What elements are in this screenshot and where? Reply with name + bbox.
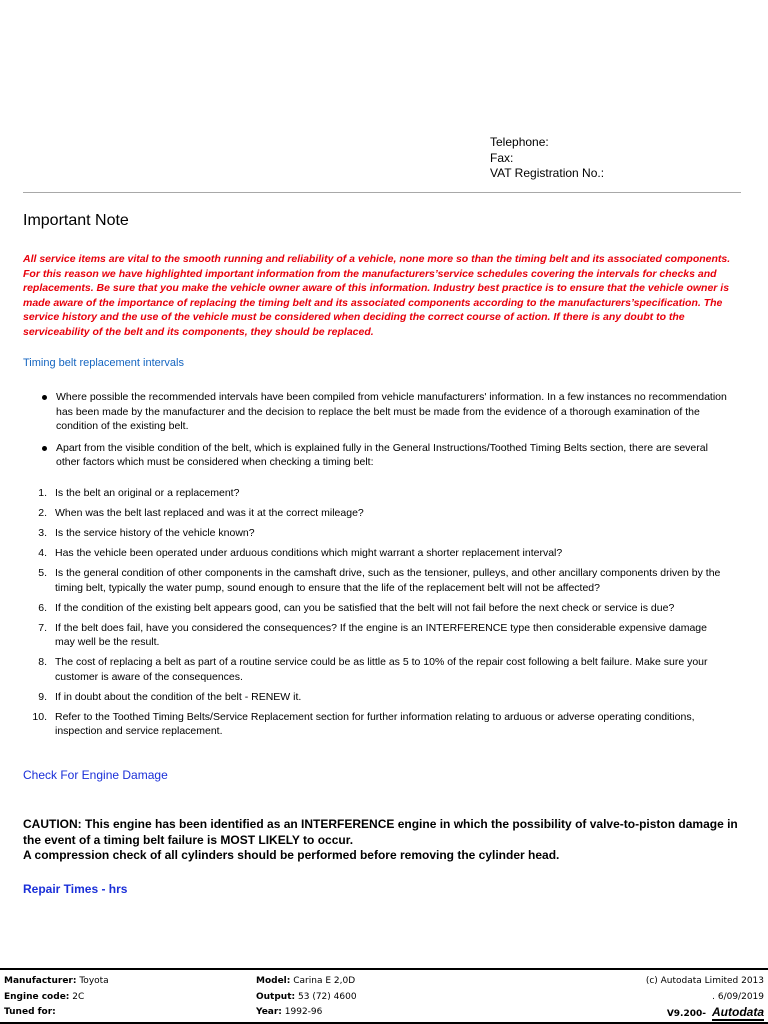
output-row	[256, 990, 357, 1006]
bullet-icon	[42, 446, 47, 451]
item-number: 1.	[38, 487, 47, 499]
list-item	[23, 601, 728, 616]
item-text: If in doubt about the condition of the belt - RENEW it.	[55, 690, 302, 703]
output-label: Output:	[256, 991, 296, 1002]
engine-code-value: 2C	[72, 991, 85, 1002]
year-label: Year:	[256, 1007, 282, 1017]
bullet-item	[40, 390, 730, 434]
list-item	[23, 546, 728, 561]
item-number: 10.	[32, 710, 47, 723]
item-number: 5.	[38, 567, 47, 579]
list-item	[23, 506, 728, 521]
version-row	[646, 1005, 764, 1023]
model-row	[256, 974, 357, 990]
tuned-for-label: Tuned for:	[4, 1007, 56, 1017]
item-text: Is the general condition of other components in the camshaft drive, such as the tensioner, pulleys, and other ancillary components driven by the timing belt, typically the water pump, sound enough to ensure that the life of the replacement belt will not be affected?	[55, 567, 721, 594]
footer-model-col	[256, 974, 357, 1021]
manufacturer-value: Toyota	[79, 976, 109, 986]
repair-times-heading: Repair Times - hrs	[23, 882, 128, 896]
item-number: 2.	[38, 507, 47, 519]
engine-damage-heading: Check For Engine Damage	[23, 768, 168, 782]
year-value: 1992-96	[284, 1007, 323, 1017]
list-item	[23, 621, 728, 650]
list-item	[23, 566, 728, 595]
engine-code-label: Engine code:	[4, 991, 70, 1002]
model-value: Carina E 2,0D	[293, 976, 356, 986]
page-title: Important Note	[23, 212, 129, 229]
engine-code-row	[4, 990, 109, 1006]
caution-text: CAUTION: This engine has been identified as an INTERFERENCE engine in which the possibility of valve-to-piston damage in the event of a timing belt failure is MOST LIKELY to occur.	[23, 817, 738, 847]
item-text: Refer to the Toothed Timing Belts/Service Replacement section for further information relating to arduous or adverse operating conditions, inspection and service replacement.	[55, 710, 695, 737]
fax-label: Fax:	[490, 150, 514, 165]
print-date: . 6/09/2019	[712, 991, 764, 1002]
list-item	[23, 710, 728, 739]
footer-vehicle-col	[4, 974, 109, 1021]
list-item	[23, 655, 728, 684]
item-number: 9.	[38, 690, 47, 703]
item-text: If the condition of the existing belt appears good, can you be satisfied that the belt will not fail before the next check or service is due?	[55, 601, 675, 614]
caution-block	[23, 817, 753, 864]
list-item	[23, 690, 728, 705]
model-label: Model:	[256, 976, 291, 986]
vat-label: VAT Registration No.:	[490, 166, 605, 180]
item-number: 8.	[38, 656, 47, 668]
tuned-for-row	[4, 1005, 109, 1021]
item-text: Is the belt an original or a replacement?	[55, 487, 240, 499]
compression-check-text: A compression check of all cylinders should be performed before removing the cylinder head.	[23, 848, 560, 862]
bullet-text: Apart from the visible condition of the belt, which is explained fully in the General Instructions/Toothed Timing Belts section, there are several other factors which must be considered when checking a timing belt:	[56, 441, 708, 468]
item-text: If the belt does fail, have you considered the consequences? If the engine is an INTERFERENCE type then considerable expensive damage may well be the result.	[55, 621, 707, 648]
contact-block	[490, 135, 604, 182]
item-number: 6.	[38, 601, 47, 614]
item-text: The cost of replacing a belt as part of a routine service could be as little as 5 to 10% of the repair cost following a belt failure. Make sure your customer is aware of the consequences.	[55, 656, 708, 683]
item-number: 4.	[38, 547, 47, 559]
item-text: Has the vehicle been operated under arduous conditions which might warrant a shorter replacement interval?	[55, 547, 563, 559]
item-number: 3.	[38, 527, 47, 539]
header-divider	[23, 192, 741, 193]
bullet-item	[40, 441, 730, 470]
version-text: V9.200-	[666, 1009, 706, 1019]
footer-publisher-col	[646, 974, 764, 1023]
list-item	[23, 526, 728, 541]
list-item	[23, 486, 728, 501]
autodata-logo: Autodata	[712, 1005, 764, 1019]
telephone-label: Telephone:	[490, 135, 549, 149]
bullet-text: Where possible the recommended intervals have been compiled from vehicle manufacturers' information. In a few instances no recommendation has been made by the manufacturer and the decision to replace the belt must be made from the evidence of a thorough examination of the condition of the existing belt.	[56, 391, 727, 432]
copyright-text: (c) Autodata Limited 2013	[645, 976, 764, 986]
year-row	[256, 1005, 357, 1021]
item-text: Is the service history of the vehicle known?	[55, 527, 255, 539]
intervals-bullet-list	[40, 390, 730, 477]
item-text: When was the belt last replaced and was it at the correct mileage?	[55, 507, 364, 519]
manufacturer-row	[4, 974, 109, 990]
output-value: 53 (72) 4600	[298, 991, 357, 1002]
bullet-icon	[42, 395, 47, 400]
checklist	[23, 486, 728, 744]
manufacturer-label: Manufacturer:	[4, 976, 77, 986]
intervals-heading: Timing belt replacement intervals	[23, 357, 184, 369]
item-number: 7.	[38, 621, 47, 634]
warning-paragraph: All service items are vital to the smooth running and reliability of a vehicle, none more so than the timing belt and its associated components. For this reason we have highlighted important information from the manufacturers’service schedules covering the intervals for checks and replacements. Be sure that you make the vehicle owner aware of this information. Industry best practice is to ensure that the vehicle owner is made aware of the importance of replacing the timing belt and its associated components according to the manufacturers’specification. The service history and the use of the vehicle must be considered when deciding the correct course of action. If there is any doubt to the serviceability of the belt and its components, they should be replaced.	[23, 253, 731, 338]
footer-bar	[0, 968, 768, 1024]
